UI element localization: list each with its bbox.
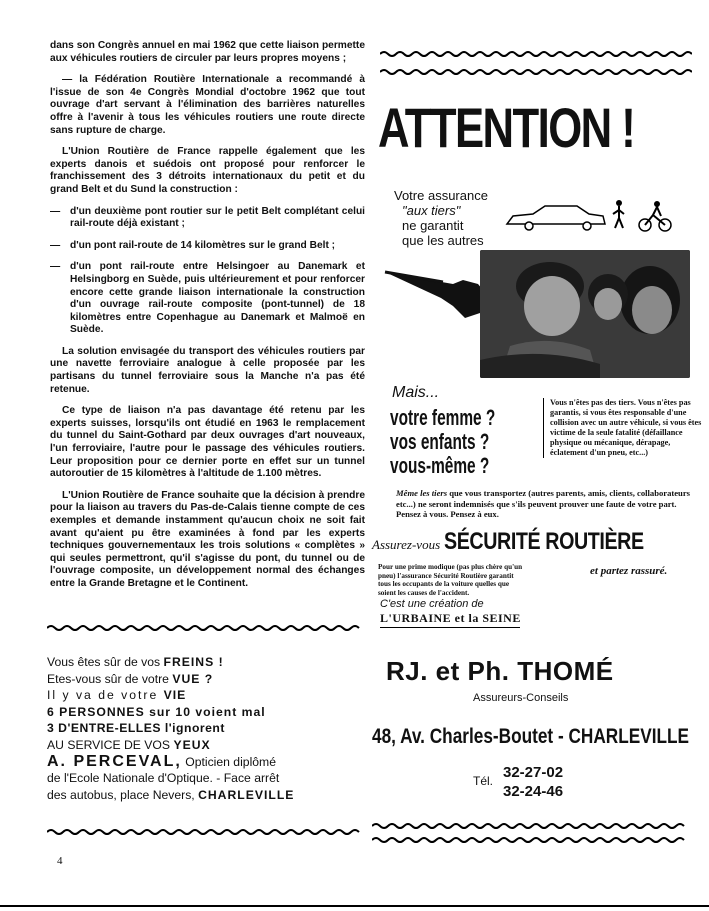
wavy-divider <box>47 624 362 632</box>
page-number: 4 <box>57 855 63 867</box>
article-bullet <box>50 261 365 337</box>
tel-label: Tél. <box>473 774 494 788</box>
ad-line: 3 D'ENTRE-ELLES l'ignorent <box>47 721 225 736</box>
ad-text-bold: VIE <box>163 688 187 703</box>
ad-text: Il y va de votre <box>47 688 164 703</box>
ad-line <box>47 654 362 671</box>
ad-line: de l'Ecole Nationale d'Optique. - Face arrêt <box>47 771 280 786</box>
securite-routiere-title: SÉCURITÉ ROUTIÈRE <box>443 528 644 555</box>
caption-line: que les autres <box>402 233 484 248</box>
ad-text-bold: YEUX <box>173 737 211 752</box>
passenger-note-text: que vous transportez (autres parents, amis, clients, collaborateurs etc...) ne seront indemnisés que s'ils peuvent prouver une faute de votre part. Pensez à vous. Pensez à eux. <box>396 488 690 519</box>
ad-line <box>47 671 362 688</box>
insurance-caption <box>394 188 488 248</box>
article-paragraph: L'Union Routière de France rappelle également que les experts danois et suédois ont proposé pour renforcer le franchissement des 3 détroits internationaux du petit et du grand Belt et du Sund la construction : <box>50 146 365 195</box>
article-paragraph: dans son Congrès annuel en mai 1962 que cette liaison permette aux véhicules routiers de circuler par leurs propres moyens ; <box>50 40 365 64</box>
urbaine-logo-text: L'URBAINE et la SEINE <box>380 611 521 625</box>
creation-text: C'est une création de <box>380 598 484 610</box>
wavy-divider <box>372 836 690 844</box>
thome-name: RJ. et Ph. THOMÉ <box>386 656 614 686</box>
thome-address: 48, Av. Charles-Boutet - CHARLEVILLE <box>372 725 690 748</box>
phone-number: 32-24-46 <box>503 783 564 800</box>
question-line: votre femme ? <box>390 405 496 430</box>
ad-text-bold: FREINS ! <box>163 655 224 669</box>
bullet-text: d'un deuxième pont routier sur le petit Belt complétant celui rail-route déjà existant ; <box>70 205 365 230</box>
ad-text-bold: CHARLEVILLE <box>198 787 295 802</box>
ad-headline: ATTENTION ! <box>378 96 635 159</box>
optician-name: A. PERCEVAL, <box>47 752 182 770</box>
wavy-divider <box>380 68 692 76</box>
question-line: vos enfants ? <box>390 429 490 454</box>
caption-line: Votre assurance <box>394 188 488 203</box>
not-third-party-note: Vous n'êtes pas des tiers. Vous n'êtes pas garantis, si vous êtes responsable d'une collision avec un autre véhicule, si vous êtes victime de la seule fatalité (défaillance physique ou mécanique, dérapage, éclatement d'un pneu, etc...) <box>543 398 702 458</box>
article-bullet <box>50 240 365 253</box>
question-line: vous-même ? <box>390 453 490 478</box>
article-paragraph: L'Union Routière de France souhaite que la décision à prendre pour la liaison au travers du Pas-de-Calais tienne compte de ces exemples et demande instamment qu'aucun choix ne soit fait avant qu'aient pu être examinées à fond par les experts techniques gouvernementaux les trois solutions « complètes » qui seules permettront, qu'il s'agisse du pont, du tunnel ou de l'ouvrage composite, un développement normal des échanges entre la Grande Bretagne et le Continent. <box>50 489 366 589</box>
mais-text: Mais... <box>392 384 440 401</box>
wavy-divider <box>47 828 362 836</box>
bullet-dash: — <box>50 261 61 273</box>
questions <box>390 406 495 478</box>
ad-line: 6 PERSONNES sur 10 voient mal <box>47 704 266 719</box>
ad-text: Vous êtes sûr de vos <box>47 655 164 669</box>
article-paragraph: La solution envisagée du transport des véhicules routiers par une navette ferroviaire analogue à celle proposée par les partisans du tunnel ferroviaire sous la Manche n'a pas été retenue. <box>50 345 365 395</box>
passenger-note-emphasis: Même les tiers <box>396 488 448 498</box>
bullet-dash: — <box>50 205 61 217</box>
securite-routiere-slogan <box>372 528 694 556</box>
caption-line: "aux tiers" <box>402 203 461 218</box>
assurez-vous-text: Assurez-vous <box>372 537 441 552</box>
ad-line <box>47 754 362 771</box>
ad-line <box>47 787 362 804</box>
bullet-text: d'un pont rail-route de 14 kilomètres sur le grand Belt ; <box>70 239 336 251</box>
wavy-divider <box>380 50 692 58</box>
article-paragraph: — la Fédération Routière Internationale a recommandé à l'issue de son 4e Congrès Mondial d'octobre 1962 que tout ouvrage d'art servant à l'élimination des barrières naturelles offre à l'avenir à tous les véhicules routiers une route directe sans rupture de charge. <box>50 74 365 136</box>
partez-rassure-text: et partez rassuré. <box>590 565 668 577</box>
ad-line <box>47 687 362 704</box>
article-paragraph: Ce type de liaison n'a pas davantage été retenu par les experts suisses, lorsqu'ils ont étudié en 1963 le remplacement du tunnel du Saint-Gothard par deux ouvrages d'art nouveaux, l'un ferroviaire, l'autre pour le passage des véhicules routiers. Leur proposition pour ce dernier porte en effet sur un tunnel autoroutier de 15 kilomètres à l'altitude de 1.100 mètres. <box>50 405 365 480</box>
passenger-note <box>396 488 692 520</box>
premium-note: Pour une prime modique (pas plus chère qu'un pneu) l'assurance Sécurité Routière garantit tous les occupants de la voiture quelles que soient les causes de l'accident. <box>378 563 523 597</box>
ad-text: Etes-vous sûr de votre <box>47 671 173 686</box>
bullet-dash: — <box>50 239 61 251</box>
caption-line: ne garantit <box>402 218 464 233</box>
phone-number: 32-27-02 <box>503 764 564 781</box>
car-pedestrian-cyclist-icon <box>505 198 675 234</box>
ad-text: Opticien diplômé <box>181 754 276 769</box>
optician-ad <box>47 654 362 803</box>
ad-text: des autobus, place Nevers, <box>47 787 199 802</box>
pointing-hand-icon <box>383 262 493 322</box>
bottom-rule <box>0 905 709 907</box>
article-bullet <box>50 206 365 231</box>
family-photo <box>480 250 690 378</box>
bullet-text: d'un pont rail-route entre Helsingoer au Danemark et Helsingborg en Suède, puis ultérieurement et pour renforcer encore cette grande liaison internationale la construction d'un ouvrage rail-route composite (pont-tunnel) de 18 kilomètres entre Copenhague au Danemark et Malmoë en Suède. <box>70 261 365 336</box>
underline-divider <box>380 627 520 628</box>
wavy-divider <box>372 822 690 830</box>
ad-line <box>47 737 362 754</box>
ad-text: AU SERVICE DE VOS <box>47 737 174 752</box>
thome-subtitle: Assureurs-Conseils <box>473 692 569 704</box>
article-column <box>50 40 365 600</box>
ad-text-bold: VUE ? <box>172 671 214 686</box>
